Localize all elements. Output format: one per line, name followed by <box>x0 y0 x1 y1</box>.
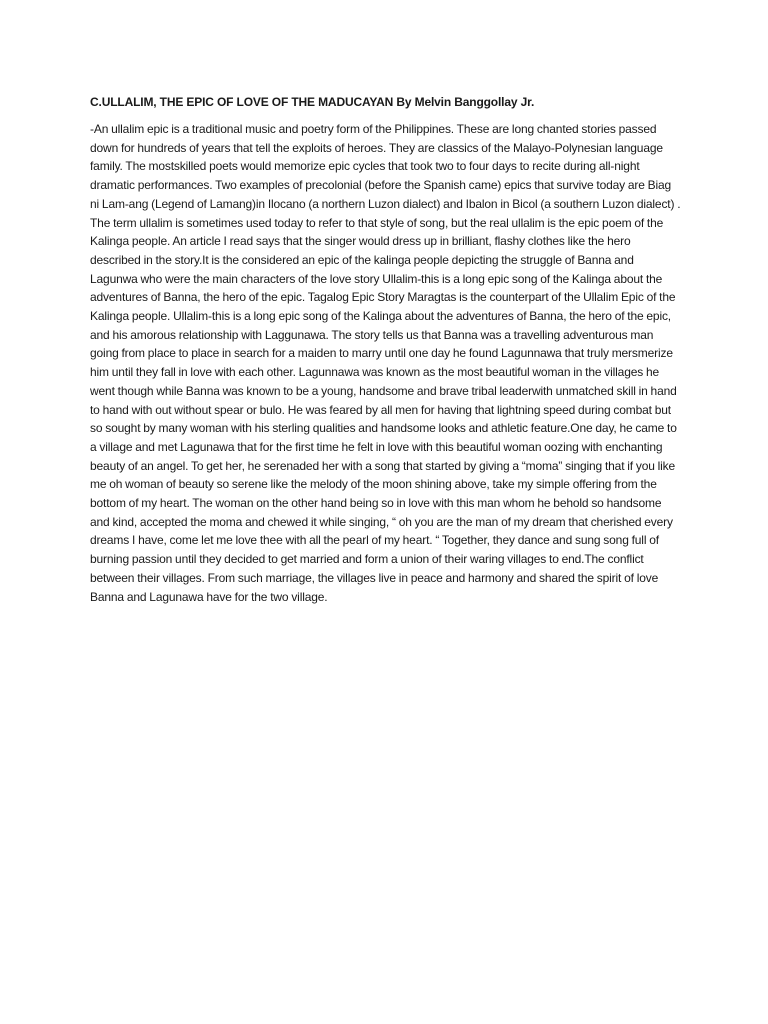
document-title: C.ULLALIM, THE EPIC OF LOVE OF THE MADUCAYAN By Melvin Banggollay Jr. <box>90 95 535 109</box>
document-body-paragraph: -An ullalim epic is a traditional music and poetry form of the Philippines. These are long chanted stories passed down for hundreds of years that tell the exploits of heroes. They are classics of the Malayo-Polynesian language family. The mostskilled poets would memorize epic cycles that took two to four days to recite during all-night dramatic performances. Two examples of precolonial (before the Spanish came) epics that survive today are Biag ni Lam-ang (Legend of Lamang)in Ilocano (a northern Luzon dialect) and Ibalon in Bicol (a southern Luzon dialect) . The term ullalim is sometimes used today to refer to that style of song, but the real ullalim is the epic poem of the Kalinga people. An article I read says that the singer would dress up in brilliant, flashy clothes like the hero described in the story.It is the considered an epic of the kalinga people depicting the struggle of Banna and Lagunwa who were the main characters of the love story Ullalim-this is a long epic song of the Kalinga about the adventures of Banna, the hero of the epic. Tagalog Epic Story Maragtas is the counterpart of the Ullalim Epic of the Kalinga people. Ullalim-this is a long epic song of the Kalinga about the adventures of Banna, the hero of the epic, and his amorous relationship with Laggunawa. The story tells us that Banna was a travelling adventurous man going from place to place in search for a maiden to marry until one day he found Lagunnawa that truly mersmerize him until they fall in love with each other. Lagunnawa was known as the most beautiful woman in the villages he went though while Banna was known to be a young, handsome and brave tribal leaderwith unmatched skill in hand to hand with out without spear or bulo. He was feared by all men for having that lightning speed during combat but so sought by many woman with his sterling qualities and handsome looks and athletic feature.One day, he came to a village and met Lagunawa that for the first time he felt in love with this beautiful woman oozing with enchanting beauty of an angel. To get her, he serenaded her with a song that started by giving a “moma” singing that if you like me oh woman of beauty so serene like the melody of the moon shining above, take my simple offering from the bottom of my heart. The woman on the other hand being so in love with this man whom he behold so handsome and kind, accepted the moma and chewed it while singing, “ oh you are the man of my dream that cherished every dreams I have, come let me love thee with all the pearl of my heart. “ Together, they dance and sung song full of burning passion until they decided to get married and form a union of their waring villages to end.The conflict between their villages. From such marriage, the villages live in peace and harmony and shared the spirit of love Banna and Lagunawa have for the two village. <box>90 122 681 604</box>
document-content <box>90 93 682 606</box>
